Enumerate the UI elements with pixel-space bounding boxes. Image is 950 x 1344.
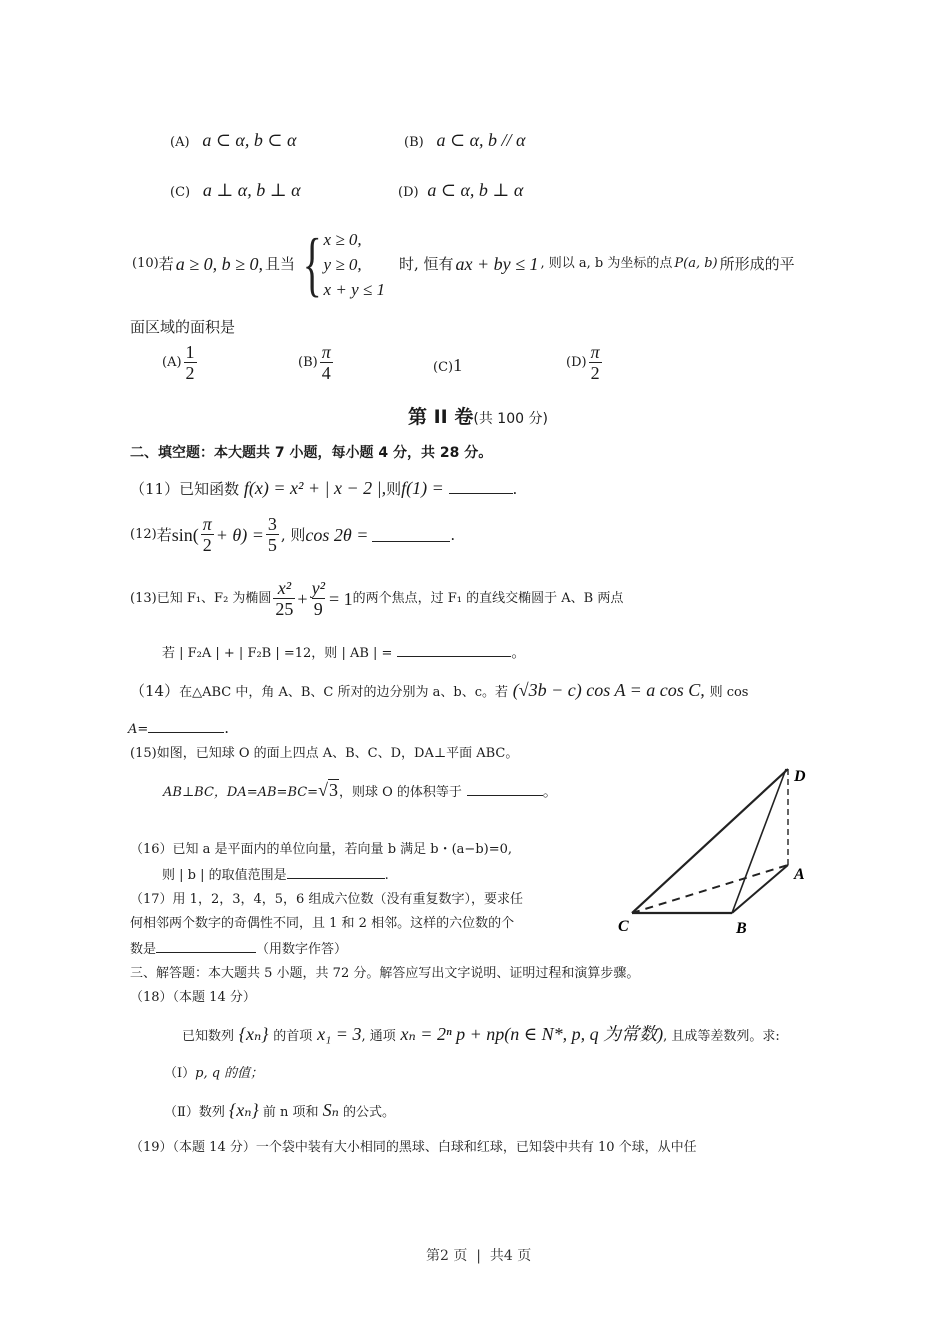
text: . — [450, 525, 456, 544]
text: 且当 — [264, 255, 295, 273]
question-17-line3 — [130, 938, 347, 960]
text: 已知 F₁、F₂ 为椭圆 — [156, 590, 272, 606]
answer-blank[interactable] — [156, 938, 256, 953]
question-18-header: （18）（本题 14 分） — [130, 990, 256, 1005]
question-10 — [132, 220, 795, 308]
tetrahedron-figure — [610, 755, 840, 945]
fraction — [273, 578, 295, 619]
text: 时, 恒有 — [398, 255, 454, 273]
text: . — [512, 480, 518, 498]
question-17 — [130, 890, 523, 910]
text: 一个袋中装有大小相同的黑球、白球和红球，已知袋中共有 10 个球，从中任 — [255, 1140, 697, 1155]
numerator: 1 — [185, 342, 195, 362]
q9-option-a — [170, 130, 296, 153]
text: . — [224, 719, 230, 737]
q10-option-d — [566, 342, 604, 383]
text: 如图，已知球 O 的面上四点 A、B、C、D，DA⊥平面 ABC。 — [156, 746, 519, 761]
answer-blank[interactable] — [397, 642, 511, 657]
text: 则 | b | 的取值范围是 — [162, 868, 287, 883]
system-line: y ≥ 0, — [323, 254, 362, 274]
numerator: x² — [277, 578, 292, 598]
option-expr: a ⊂ α, b ⊂ α — [202, 130, 297, 150]
label-b: B — [736, 920, 747, 937]
option-expr: a ⊥ α, b ⊥ α — [202, 180, 301, 200]
answer-blank[interactable] — [449, 479, 513, 494]
option-label: (C) — [170, 185, 191, 200]
text: 已知函数 — [179, 480, 240, 498]
math-expr: x₁ = 3 — [317, 1024, 362, 1044]
fraction — [201, 514, 214, 555]
label-d: D — [794, 768, 806, 785]
denominator: 2 — [185, 363, 195, 383]
text: 。 — [542, 782, 558, 800]
math-expr: xₙ = 2ⁿ p + np(n ∈ N*, p, q 为常数) — [400, 1024, 664, 1044]
text: A= — [128, 722, 149, 737]
option-expr: a ⊂ α, b // α — [436, 130, 526, 150]
fraction — [184, 342, 197, 383]
question-15 — [130, 742, 518, 764]
answer-blank[interactable] — [372, 527, 450, 542]
text: 在△ABC 中，角 A、B、C 所对的边分别为 a、b、c。若 — [179, 685, 508, 700]
text: 已知 a 是平面内的单位向量，若向量 b 满足 b・(a−b)=0, — [172, 842, 513, 857]
page-footer: 第2 页 | 共4 页 — [426, 1248, 532, 1264]
text: 若 | F₂A | + | F₂B | =12，则 | AB | = — [162, 646, 393, 661]
option-label: (A) — [162, 354, 182, 370]
q10-option-c — [433, 355, 462, 378]
numerator: 3 — [267, 514, 277, 534]
question-19 — [130, 1138, 697, 1158]
math-expr: = 1 — [328, 588, 353, 609]
text: 若 — [158, 255, 174, 273]
denominator: 4 — [321, 363, 331, 383]
subtitle: (共 100 分) — [473, 411, 548, 427]
question-number: (10) — [132, 256, 159, 271]
question-13: (13) 已知 F₁、F₂ 为椭圆 $\frac{\text{x²}}{25}$ + $\frac{\text{y²}}{9}$ = 1 的两个焦点，过 F₁ 的直线交椭圆于 A、B 两点 — [130, 578, 624, 619]
text: , 且成等差数列。求: — [663, 1029, 780, 1044]
question-number: （16） — [130, 842, 173, 857]
text: , 则 — [280, 525, 306, 544]
section-3-heading: 三、解答题：本大题共 5 小题，共 72 分。解答应写出文字说明、证明过程和演算步骤。 — [130, 966, 640, 981]
text: 数是 — [130, 942, 157, 957]
math-expr: cos 2θ = — [305, 524, 369, 545]
option-label: (D) — [566, 354, 587, 370]
fraction — [310, 578, 327, 619]
answer-blank[interactable] — [287, 864, 385, 879]
text: , 通项 — [361, 1029, 396, 1044]
fraction — [320, 342, 333, 383]
question-14 — [130, 680, 748, 703]
sqrt-expr: √3 — [318, 780, 338, 800]
fraction — [589, 342, 602, 383]
text: 前 n 项和 — [262, 1105, 319, 1120]
text: 所形成的平 — [719, 255, 795, 273]
text: （用数字作答） — [256, 942, 348, 957]
answer-blank[interactable] — [467, 781, 543, 796]
text: . — [384, 868, 389, 883]
q9-option-b — [404, 130, 525, 153]
numerator: π — [590, 342, 600, 362]
option-label: (B) — [404, 135, 424, 150]
option-label: (C) — [433, 360, 454, 375]
math-expr: sin( — [171, 524, 199, 545]
text: 。 — [511, 643, 527, 661]
label-a: A — [794, 866, 805, 883]
text: 已知数列 — [182, 1029, 235, 1044]
text: , 则以 a, b 为坐标的点 — [540, 256, 673, 271]
denominator: 25 — [275, 599, 294, 619]
part-2-title — [408, 402, 548, 429]
question-18-body — [182, 1024, 780, 1047]
sub-label: （Ⅱ） — [164, 1105, 199, 1120]
math-expr: Sₙ — [322, 1100, 339, 1120]
question-16-line2 — [162, 864, 389, 886]
question-14-line2 — [128, 718, 229, 740]
text: ，则球 O 的体积等于 — [338, 785, 462, 800]
math-expr: (√3b − c) cos A = a cos C, — [512, 680, 705, 700]
math-expr: a ≥ 0, b ≥ 0, — [175, 254, 263, 274]
math-expr: {xₙ} — [229, 1100, 259, 1120]
math-expr: ax + by ≤ 1 — [455, 254, 539, 274]
math-expr: {xₙ} — [238, 1024, 269, 1044]
section-2-heading: 二、填空题：本大题共 7 小题，每小题 4 分，共 28 分。 — [130, 445, 493, 461]
text: AB⊥BC，DA=AB=BC= — [163, 785, 319, 800]
radicand: 3 — [328, 780, 338, 800]
system-line: x + y ≤ 1 — [323, 279, 385, 299]
option-label: (A) — [170, 135, 190, 150]
text: 的首项 — [273, 1029, 313, 1044]
question-number: (13) — [130, 590, 157, 606]
text: 则 cos — [709, 685, 749, 700]
question-18-part-1 — [164, 1064, 263, 1084]
question-number: （11） — [130, 480, 180, 498]
math-expr: f(x) = x² + | x − 2 |, — [243, 478, 387, 498]
question-15-line2 — [163, 780, 558, 803]
text: 则 — [386, 480, 402, 498]
math-expr: P(a, b) — [674, 256, 718, 271]
left-brace-icon: { — [302, 224, 322, 304]
text: p, q 的值； — [195, 1066, 264, 1081]
option-expr: a ⊂ α, b ⊥ α — [427, 180, 524, 200]
question-17-line2: 何相邻两个数字的奇偶性不同，且 1 和 2 相邻。这样的六位数的个 — [130, 916, 515, 931]
question-number: （14） — [130, 682, 180, 700]
text: 用 1，2，3，4，5，6 组成六位数（没有重复数字），要求任 — [172, 892, 523, 907]
question-18-part-2 — [164, 1100, 395, 1123]
question-16 — [130, 840, 512, 860]
question-number: （17） — [130, 892, 173, 907]
math-expr: f(1) = — [401, 478, 444, 498]
inequality-system — [295, 224, 385, 304]
q9-option-d — [398, 180, 523, 203]
q10-option-b — [298, 342, 335, 383]
option-label: (D) — [398, 185, 419, 200]
fraction — [266, 514, 279, 555]
math-expr: + θ) = — [215, 524, 264, 545]
answer-blank[interactable] — [148, 718, 224, 733]
question-number: (12) — [130, 526, 157, 542]
sub-label: （Ⅰ） — [164, 1066, 196, 1081]
question-12 — [130, 514, 455, 555]
numerator: π — [202, 514, 212, 534]
text: 数列 — [198, 1105, 225, 1120]
title: 第 II 卷 — [408, 406, 474, 428]
text: 的两个焦点，过 F₁ 的直线交椭圆于 A、B 两点 — [352, 590, 624, 606]
denominator: 2 — [590, 363, 600, 383]
numerator: π — [321, 342, 331, 362]
label-c: C — [618, 918, 629, 935]
denominator: 2 — [202, 535, 212, 555]
option-value: 1 — [453, 355, 463, 375]
option-label: (B) — [298, 354, 318, 370]
question-number: (15) — [130, 746, 157, 761]
numerator: y² — [311, 578, 325, 598]
text: 的公式。 — [343, 1105, 396, 1120]
question-number: （19）（本题 14 分） — [130, 1140, 256, 1155]
text: 若 — [156, 525, 172, 544]
q9-option-c — [170, 180, 301, 203]
denominator: 9 — [313, 599, 323, 619]
question-13-line2 — [162, 642, 526, 664]
system-line: x ≥ 0, — [323, 229, 362, 249]
denominator: 5 — [267, 535, 277, 555]
question-11 — [130, 478, 517, 499]
q10-option-a — [162, 342, 199, 383]
question-10-line2: 面区域的面积是 — [130, 318, 236, 336]
